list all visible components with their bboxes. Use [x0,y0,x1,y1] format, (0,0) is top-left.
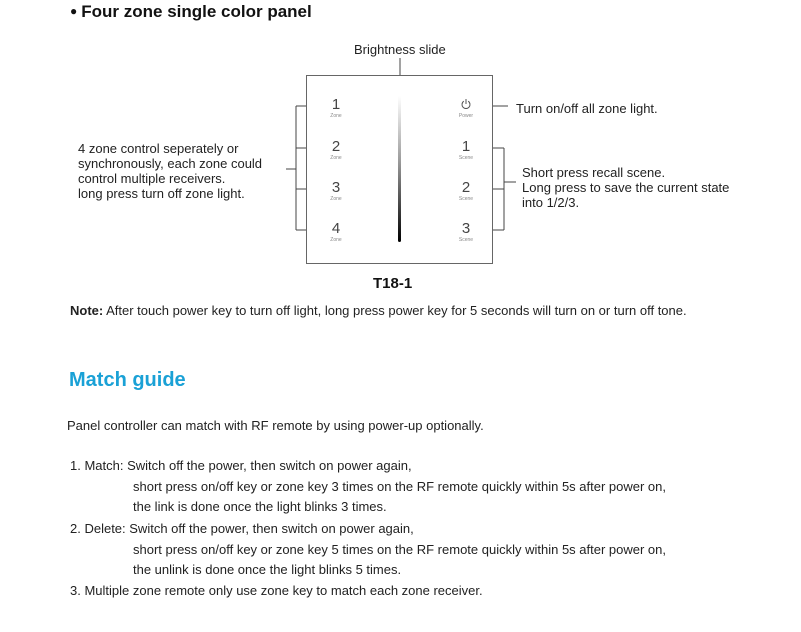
note-text: After touch power key to turn off light, long press power key for 5 seconds will turn on or turn off tone. [103,303,687,318]
scene-label: Scene [458,196,474,202]
step-line: short press on/off key or zone key 3 times on the RF remote quickly within 5s after power on, [133,479,667,494]
step-line: short press on/off key or zone key 5 times on the RF remote quickly within 5s after power on, [133,542,667,557]
scene-label: Scene [458,237,474,243]
scene-3-button[interactable]: 3 [461,220,471,237]
touch-panel [306,75,493,264]
step-line: the unlink is done once the light blinks 5 times. [133,562,402,577]
zone-description-line: control multiple receivers. [78,171,226,186]
scene-2-button[interactable]: 2 [461,179,471,196]
scene-description-line: Long press to save the current state [522,180,730,195]
bullet-icon: ● [70,4,78,18]
model-name: T18-1 [373,275,413,292]
scene-description-line: into 1/2/3. [522,195,580,210]
zone-1-button[interactable]: 1 [331,96,341,113]
scene-label: Scene [458,155,474,161]
power-icon[interactable] [460,98,472,110]
scene-description-line: Short press recall scene. [522,165,666,180]
step-line: 2. Delete: Switch off the power, then switch on power again, [70,521,414,536]
zone-description-line: long press turn off zone light. [78,186,245,201]
zone-description-line: 4 zone control seperately or [78,141,239,156]
zone-label: Zone [330,196,342,202]
note [70,303,687,318]
zone-description-line: synchronously, each zone could [78,156,263,171]
step-line: the link is done once the light blinks 3 times. [133,499,387,514]
zone-3-button[interactable]: 3 [331,179,341,196]
zone-label: Zone [330,155,342,161]
power-description: Turn on/off all zone light. [516,101,658,116]
match-guide-title: Match guide [69,369,186,391]
zone-label: Zone [330,113,342,119]
zone-2-button[interactable]: 2 [331,138,341,155]
zone-4-button[interactable]: 4 [331,220,341,237]
match-guide-intro: Panel controller can match with RF remote by using power-up optionally. [67,418,484,433]
note-label: Note: [70,303,104,318]
scene-1-button[interactable]: 1 [461,138,471,155]
brightness-label: Brightness slide [354,42,446,57]
step-line: 1. Match: Switch off the power, then switch on power again, [70,458,412,473]
brightness-slider[interactable] [397,94,403,244]
power-label: Power [458,113,474,119]
zone-label: Zone [330,237,342,243]
section-title-text: Four zone single color panel [81,2,312,21]
step-line: 3. Multiple zone remote only use zone key to match each zone receiver. [70,583,483,598]
